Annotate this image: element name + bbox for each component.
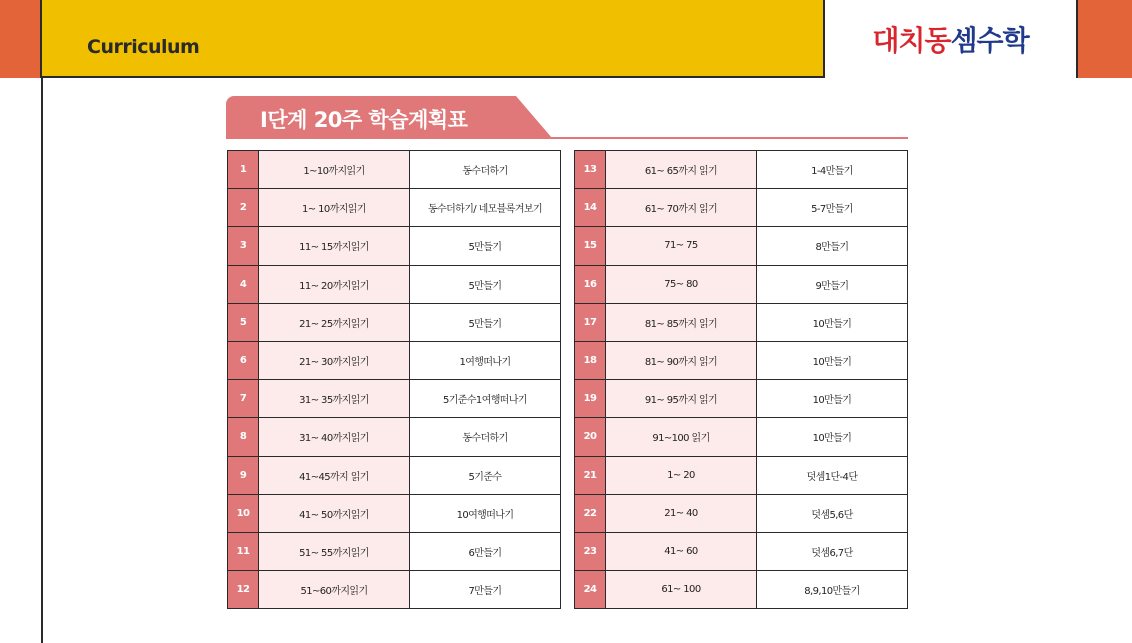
week-number-cell: 5 [228,303,259,341]
table-row [228,380,561,418]
reading-cell: 31~ 40까지읽기 [259,418,410,456]
activity-cell: 7만들기 [410,571,561,609]
left-divider-line [41,78,43,643]
week-number-cell: 17 [575,303,606,341]
week-number-cell: 9 [228,456,259,494]
activity-cell: 5기준수 [410,456,561,494]
activity-cell: 1-4만들기 [757,151,908,189]
title-underline [226,137,908,139]
reading-cell: 61~ 100 [606,571,757,609]
activity-cell: 8만들기 [757,227,908,265]
brand-logo [872,19,1028,59]
reading-cell: 51~ 55까지읽기 [259,532,410,570]
week-number-cell: 13 [575,151,606,189]
activity-cell: 5-7만들기 [757,189,908,227]
reading-cell: 1~10까지읽기 [259,151,410,189]
activity-cell: 5만들기 [410,303,561,341]
logo-part-2: 셈수학 [950,24,1029,57]
week-number-cell: 3 [228,227,259,265]
table-row [575,418,908,456]
table-row [228,151,561,189]
reading-cell: 61~ 70까지 읽기 [606,189,757,227]
section-title-banner [226,96,908,140]
table-row [575,189,908,227]
week-number-cell: 8 [228,418,259,456]
reading-cell: 21~ 40 [606,494,757,532]
week-number-cell: 10 [228,494,259,532]
activity-cell: 8,9,10만들기 [757,571,908,609]
reading-cell: 91~100 읽기 [606,418,757,456]
table-row [575,494,908,532]
activity-cell: 5만들기 [410,265,561,303]
week-number-cell: 21 [575,456,606,494]
header-left-accent [0,0,42,78]
activity-cell: 9만들기 [757,265,908,303]
reading-cell: 11~ 15까지읽기 [259,227,410,265]
reading-cell: 75~ 80 [606,265,757,303]
week-number-cell: 18 [575,341,606,379]
week-number-cell: 19 [575,380,606,418]
section-title: Ⅰ단계 20주 학습계획표 [260,108,468,132]
table-row [228,418,561,456]
table-row [575,380,908,418]
week-number-cell: 23 [575,532,606,570]
activity-cell: 동수더하기 [410,151,561,189]
table-row [228,303,561,341]
week-number-cell: 16 [575,265,606,303]
table-row [575,265,908,303]
week-number-cell: 7 [228,380,259,418]
week-number-cell: 20 [575,418,606,456]
table-row [228,227,561,265]
week-number-cell: 4 [228,265,259,303]
plan-table-right [574,150,908,609]
reading-cell: 1~ 10까지읽기 [259,189,410,227]
activity-cell: 동수더하기 [410,418,561,456]
table-row [228,265,561,303]
reading-cell: 51~60까지읽기 [259,571,410,609]
activity-cell: 10만들기 [757,303,908,341]
week-number-cell: 11 [228,532,259,570]
logo-box [823,0,1076,78]
reading-cell: 31~ 35까지읽기 [259,380,410,418]
table-row [575,227,908,265]
table-row [228,494,561,532]
week-number-cell: 2 [228,189,259,227]
activity-cell: 6만들기 [410,532,561,570]
week-number-cell: 24 [575,571,606,609]
table-row [228,532,561,570]
week-number-cell: 1 [228,151,259,189]
reading-cell: 91~ 95까지 읽기 [606,380,757,418]
reading-cell: 81~ 85까지 읽기 [606,303,757,341]
table-row [575,151,908,189]
reading-cell: 81~ 90까지 읽기 [606,341,757,379]
activity-cell: 10만들기 [757,380,908,418]
reading-cell: 21~ 25까지읽기 [259,303,410,341]
table-row [575,303,908,341]
reading-cell: 41~ 50까지읽기 [259,494,410,532]
week-number-cell: 6 [228,341,259,379]
activity-cell: 5만들기 [410,227,561,265]
activity-cell: 동수더하기/ 네모블록겨보기 [410,189,561,227]
reading-cell: 21~ 30까지읽기 [259,341,410,379]
week-number-cell: 14 [575,189,606,227]
reading-cell: 11~ 20까지읽기 [259,265,410,303]
logo-part-1: 대치동 [872,24,951,57]
activity-cell: 1여행떠나기 [410,341,561,379]
header-right-accent [1076,0,1132,78]
plan-table-left [227,150,561,609]
table-row [575,571,908,609]
activity-cell: 5기준수1여행떠나기 [410,380,561,418]
activity-cell: 덧셈5,6단 [757,494,908,532]
reading-cell: 41~45까지 읽기 [259,456,410,494]
reading-cell: 1~ 20 [606,456,757,494]
week-number-cell: 12 [228,571,259,609]
table-row [228,341,561,379]
activity-cell: 10만들기 [757,418,908,456]
table-row [228,571,561,609]
table-row [575,532,908,570]
table-row [228,189,561,227]
table-row [575,456,908,494]
table-row [228,456,561,494]
reading-cell: 41~ 60 [606,532,757,570]
activity-cell: 덧셈1단-4단 [757,456,908,494]
header-title: Curriculum [87,36,200,58]
week-number-cell: 22 [575,494,606,532]
activity-cell: 10여행떠나기 [410,494,561,532]
activity-cell: 덧셈6,7단 [757,532,908,570]
table-row [575,341,908,379]
activity-cell: 10만들기 [757,341,908,379]
reading-cell: 61~ 65까지 읽기 [606,151,757,189]
reading-cell: 71~ 75 [606,227,757,265]
week-number-cell: 15 [575,227,606,265]
